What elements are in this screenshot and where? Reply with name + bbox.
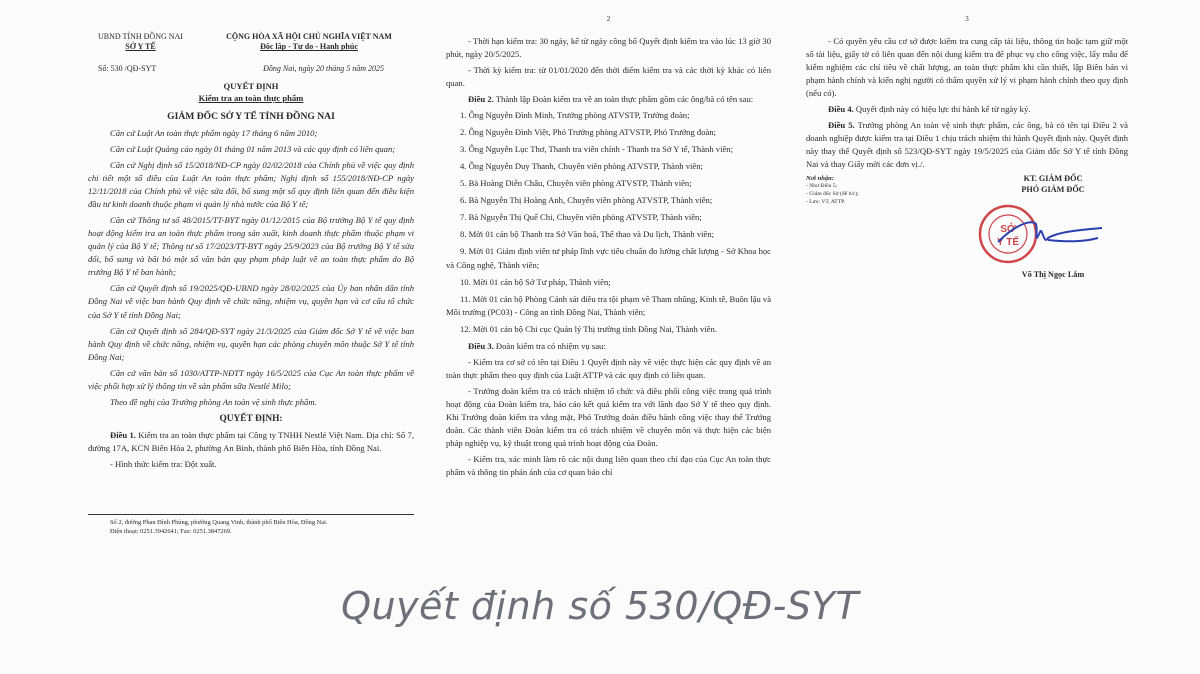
paragraph: [88, 325, 414, 364]
page-number: 3: [965, 15, 969, 23]
paragraph-text: - Có quyền yêu cầu cơ sở được kiểm tra cung cấp tài liệu, thông tin hoặc tạm giữ một số tài liệu, giấy tờ có liên quan đến nội dung kiểm tra để phục vụ cho công việc, lấy mẫu để kiểm nghiệm các chỉ tiêu về chất lượng, an toàn thực phẩm khi cần thiết, lập Biên bản vi phạm hành chính và kiến nghị người có thẩm quyền xử lý vi phạm hành chính theo quy định (nếu có).: [806, 35, 1128, 98]
paragraph: [88, 412, 414, 426]
svg-text:SỞ: SỞ: [1000, 223, 1016, 235]
image-caption: Quyết định số 530/QĐ-SYT: [341, 584, 859, 628]
paragraph-text: - Kiểm tra cơ sở có tên tại Điều 1 Quyết định này về việc thực hiện các quy định về an toàn thực phẩm theo quy định của Luật ATTP và các quy định có liên quan.: [446, 356, 771, 380]
page-1: [88, 32, 414, 552]
paragraph: [446, 323, 771, 336]
paragraph-text: Quyết định này có hiệu lực thi hành kể từ ngày ký.: [853, 103, 1031, 114]
paragraph-text: Căn cứ Thông tư số 48/2015/TT-BYT ngày 01/12/2015 của Bộ trưởng Bộ Y tế quy định hoạt động kiểm tra an toàn thực phẩm trong sản xuất, kinh doanh thực phẩm thuộc phạm vi quản lý của Bộ Y tế; Thông tư số 17/2023/TT-BYT ngày 25/9/2023 của Bộ trưởng Bộ Y tế sửa đổi, bổ sung và bãi bỏ một số văn bản quy phạm pháp luật về an toàn thực phẩm do Bộ trưởng Bộ Y tế ban hành;: [88, 215, 414, 278]
paragraph: [446, 276, 771, 289]
paragraph: [88, 429, 414, 455]
paragraph-text: - Hình thức kiểm tra: Đột xuất.: [110, 459, 217, 470]
svg-text:Y TẾ: Y TẾ: [996, 236, 1020, 248]
paragraph-text: 3. Ông Nguyễn Lục Thơ, Thanh tra viên chính - Thanh tra Sở Y tế, Thành viên;: [460, 144, 733, 155]
page-2-body: [446, 35, 771, 480]
paragraph-text: Căn cứ Luật An toàn thực phẩm ngày 17 tháng 6 năm 2010;: [110, 127, 318, 138]
paragraph-text: Theo đề nghị của Trưởng phòng An toàn vệ sinh thực phẩm.: [110, 396, 317, 407]
footer-address: Số 2, đường Phan Đình Phùng, phường Quang Vinh, thành phố Biên Hòa, Đồng Nai.: [110, 519, 328, 526]
paragraph: [446, 143, 771, 156]
paragraph-text: Kiểm tra an toàn thực phẩm tại Công ty TNHH Nestlé Việt Nam. Địa chỉ: Số 7, đường 17A, KCN Biên Hòa 2, phường An Bình, thành phố Biên Hòa, tỉnh Đồng Nai.: [88, 430, 414, 454]
recipients-block: [806, 174, 859, 280]
sign-subtitle: PHÓ GIÁM ĐỐC: [1021, 184, 1085, 194]
paragraph: [446, 356, 771, 382]
paragraph-text: 5. Bà Hoàng Diễn Châu, Chuyên viên phòng ATVSTP, Thành viên;: [460, 178, 692, 189]
page-1-body: [88, 127, 414, 472]
paragraph: [88, 396, 414, 409]
paragraph-text: - Kiểm tra, xác minh làm rõ các nội dung liên quan theo chỉ đạo của Cục An toàn thực phẩm và thông tin phản ánh của cơ quan báo chí: [446, 454, 771, 478]
paragraph-text: Căn cứ Quyết định số 19/2025/QĐ-UBND ngày 28/02/2025 của Ủy ban nhân dân tỉnh Đồng Nai về việc ban hành Quy định về chức năng, nhiệm vụ, quyền hạn và cơ cấu tổ chức của Sở Y tế tỉnh Đồng Nai;: [88, 283, 414, 320]
national-motto: Độc lập - Tự do - Hạnh phúc: [260, 42, 358, 52]
paragraph: [446, 228, 771, 241]
paragraph-text: Đoàn kiểm tra có nhiệm vụ sau:: [493, 340, 606, 351]
paragraph: [88, 458, 414, 471]
page-number: 2: [606, 15, 611, 23]
paragraph: [446, 126, 771, 139]
article-label: Điều 4.: [828, 103, 854, 114]
paragraph-text: Căn cứ văn bản số 1030/ATTP-NĐTT ngày 16/5/2025 của Cục An toàn thực phẩm về việc phối hợp xử lý thông tin về sản phẩm sữa Nestlé Milo;: [88, 367, 414, 391]
issuing-department: SỞ Y TẾ: [125, 42, 156, 52]
paragraph-text: QUYẾT ĐỊNH:: [219, 413, 283, 424]
paragraph: [446, 211, 771, 224]
paragraph: [446, 160, 771, 173]
signer-name: Võ Thị Ngọc Lắm: [1021, 269, 1085, 279]
recipient: - Lưu: VT, ATTP.: [806, 199, 846, 205]
paragraph-text: 9. Mời 01 Giám định viên tư pháp lĩnh vực tiêu chuẩn đo lường chất lượng - Sở Khoa học và Công nghệ, Thành viên;: [446, 246, 771, 270]
paragraph-text: 7. Bà Nguyễn Thị Quế Chi, Chuyên viên phòng ATVSTP, Thành viên;: [460, 212, 702, 223]
article-label: Điều 3.: [468, 340, 494, 351]
document-type: QUYẾT ĐỊNH: [223, 80, 279, 91]
paragraph-text: 4. Ông Nguyễn Duy Thanh, Chuyên viên phòng ATVSTP, Thành viên;: [460, 161, 703, 172]
paragraph-text: Thành lập Đoàn kiểm tra về an toàn thực phẩm gồm các ông/bà có tên sau:: [493, 93, 754, 104]
paragraph-text: Trưởng phòng An toàn vệ sinh thực phẩm, các ông, bà có tên tại Điều 2 và doanh nghiệp được kiểm tra tại Điều 1 chịu trách nhiệm thi hành Quyết định này. Quyết định này thay thế Quyết định số 523/QĐ-SYT ngày 19/5/2025 của Giám đốc Sở Y tế tỉnh Đồng Nai và thay Giấy mời các đơn vị./.: [806, 120, 1128, 170]
recipient: - Giám đốc Sở (để b/c);: [806, 191, 859, 198]
document-subject: Kiểm tra an toàn thực phẩm: [198, 92, 304, 103]
paragraph: [446, 177, 771, 190]
signature-block: [978, 174, 1128, 280]
page-2: [446, 14, 771, 534]
paragraph: [88, 214, 414, 279]
paragraph: [806, 119, 1128, 171]
page-1-footer: [88, 514, 414, 536]
paragraph: [446, 453, 771, 479]
paragraph: [88, 143, 414, 156]
paragraph-text: - Thời kỳ kiểm tra: từ 01/01/2020 đến thời điểm kiểm tra và các thời kỳ khác có liên quan.: [446, 64, 771, 88]
paragraph-text: 8. Mời 01 cán bộ Thanh tra Sở Văn hoá, Thể thao và Du lịch, Thành viên;: [460, 229, 715, 240]
paragraph: [88, 159, 414, 211]
paragraph: [806, 35, 1128, 100]
paragraph-text: 6. Bà Nguyễn Thị Hoàng Anh, Chuyên viên phòng ATVSTP, Thành viên;: [460, 195, 713, 206]
paragraph-text: 10. Mời 01 cán bộ Sở Tư pháp, Thành viên;: [460, 276, 611, 287]
paragraph-text: Căn cứ Nghị định số 15/2018/NĐ-CP ngày 02/02/2018 của Chính phủ về việc quy định chi tiết một số điều của Luật An toàn thực phẩm; Nghị định số 155/2018/NĐ-CP ngày 12/11/2018 của Chính phủ về việc sửa đổi, bổ sung một số quy định liên quan đến điều kiện đầu tư kinh doanh thuộc phạm vi quản lý nhà nước của Bộ Y tế;: [88, 159, 414, 210]
document-number: Số: 530 /QĐ-SYT: [98, 63, 157, 73]
issuing-agency: UBND TỈNH ĐỒNG NAI: [98, 32, 183, 41]
article-label: Điều 1.: [110, 430, 136, 441]
paragraph-text: Căn cứ Luật Quảng cáo ngày 01 tháng 01 năm 2013 và các quy định có liên quan;: [110, 143, 396, 154]
recipient: - Như Điều 5;: [806, 183, 838, 190]
paragraph: [446, 64, 771, 90]
paragraph: [446, 293, 771, 319]
national-title: CỘNG HÒA XÃ HỘI CHỦ NGHĨA VIỆT NAM: [226, 32, 392, 41]
article-label: Điều 2.: [468, 93, 494, 104]
paragraph: [88, 282, 414, 321]
page-3: [806, 14, 1128, 534]
paragraph: [446, 340, 771, 353]
paragraph-text: 1. Ông Nguyễn Đình Minh, Trưởng phòng ATVSTP, Trưởng đoàn;: [460, 109, 690, 120]
paragraph-text: - Thời hạn kiểm tra: 30 ngày, kể từ ngày công bố Quyết định kiểm tra vào lúc 13 giờ 30 phút, ngày 20/5/2025.: [446, 35, 771, 59]
paragraph: [806, 103, 1128, 116]
paragraph-text: Căn cứ Quyết định số 284/QĐ-SYT ngày 21/3/2025 của Giám đốc Sở Y tế về việc ban hành Quy định về chức năng, nhiệm vụ, quyền hạn các phòng chuyên môn thuộc Sở Y tế tỉnh Đồng Nai;: [88, 325, 414, 362]
paragraph: [446, 385, 771, 450]
paragraph-text: - Trưởng đoàn kiểm tra có trách nhiệm tổ chức và điều phối công việc trong quá trình hoạt động của Đoàn kiểm tra, báo cáo kết quả kiểm tra với lãnh đạo Sở Y tế theo quy định. Khi Trưởng đoàn kiểm tra vắng mặt, Phó Trưởng đoàn điều hành công việc thay thế Trưởng đoàn. Các thành viên Đoàn kiểm tra có trách nhiệm về chuyên môn và thực hiện các biện pháp nghiệp vụ, kỹ thuật trong quá trình hoạt động của Đoàn.: [446, 386, 771, 449]
recipients-heading: Nơi nhận:: [806, 175, 834, 183]
issuing-authority: GIÁM ĐỐC SỞ Y TẾ TỈNH ĐỒNG NAI: [167, 111, 335, 123]
document-date: Đồng Nai, ngày 20 tháng 5 năm 2025: [263, 63, 384, 73]
article-label: Điều 5.: [828, 120, 855, 130]
paragraph: [88, 367, 414, 393]
document-header: [88, 32, 414, 53]
paragraph-text: 2. Ông Nguyễn Đình Việt, Phó Trưởng phòng ATVSTP, Phó Trưởng đoàn;: [460, 127, 717, 137]
paragraph-text: 11. Mời 01 cán bộ Phòng Cảnh sát điều tra tội phạm về Tham nhũng, Kinh tế, Buôn lậu và Môi trường (PC03) - Công an tỉnh Đồng Nai, Thành viên;: [446, 293, 772, 317]
paragraph: [446, 194, 771, 207]
sign-title: KT. GIÁM ĐỐC: [1023, 174, 1083, 184]
official-stamp-and-signature: [978, 202, 1128, 264]
page-3-body: [806, 35, 1128, 172]
paragraph-text: 12. Mời 01 cán bộ Chi cục Quản lý Thị trường tỉnh Đồng Nai, Thành viên.: [460, 323, 717, 334]
paragraph: [88, 127, 414, 140]
paragraph: [446, 35, 771, 61]
paragraph: [446, 245, 771, 271]
paragraph: [446, 109, 771, 122]
footer-contact: Điện thoại: 0251.3942641; Fax: 0251.3847269.: [110, 527, 232, 535]
paragraph: [446, 93, 771, 106]
